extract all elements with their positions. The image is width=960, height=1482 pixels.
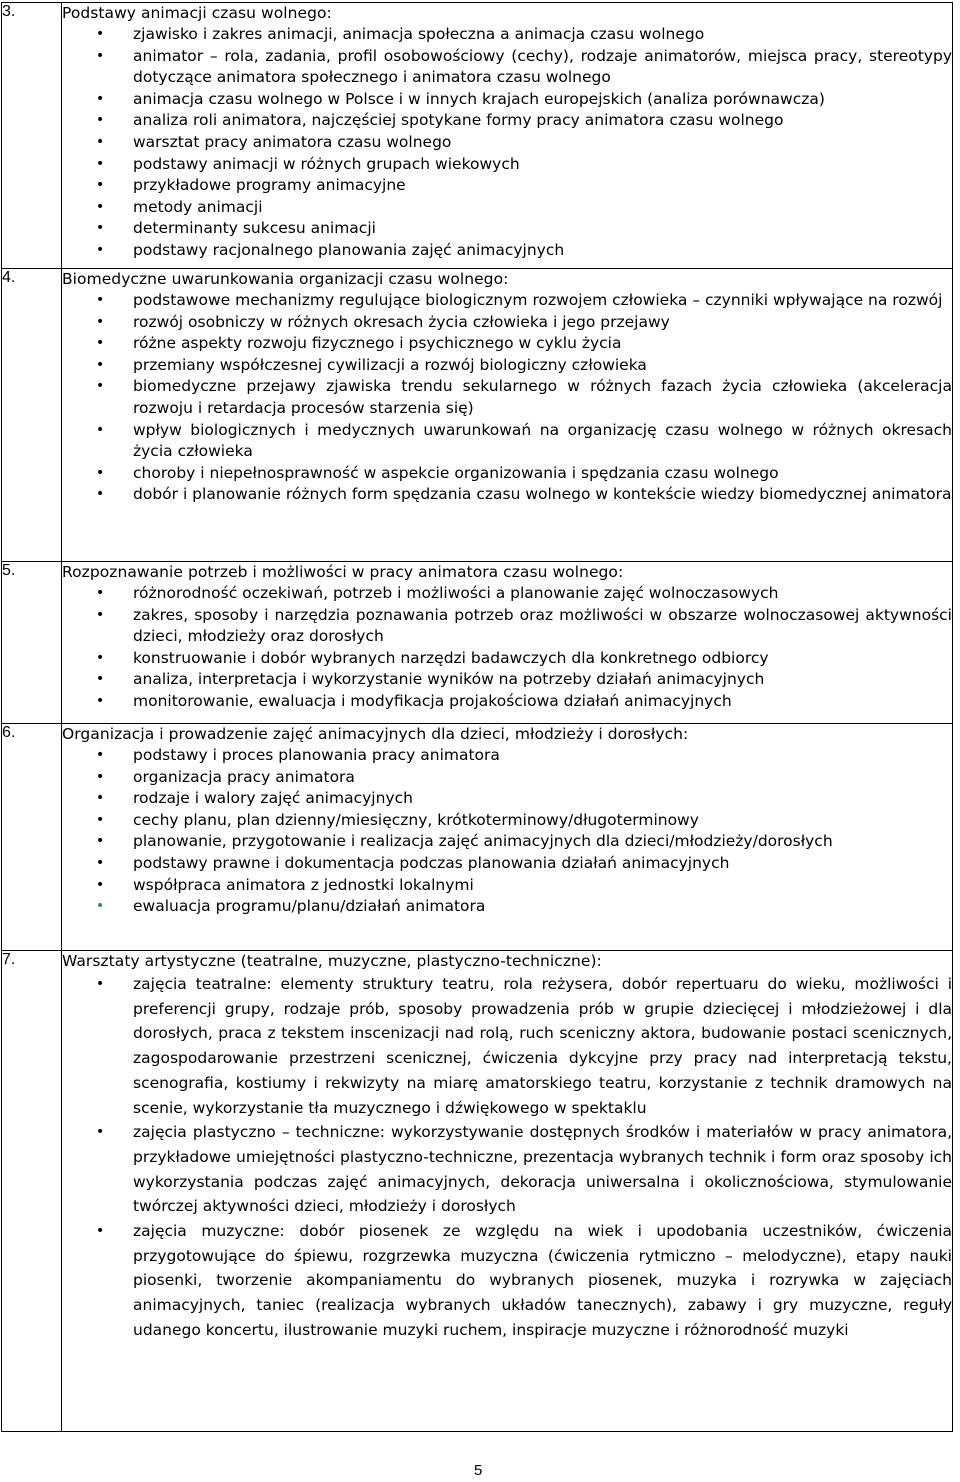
list-item: • przemiany współczesnej cywilizacji a rozwój biologiczny człowieka [62, 355, 952, 377]
section-title: Warsztaty artystyczne (teatralne, muzyczne, plastyczno-techniczne): [62, 952, 602, 970]
list-item: • zjawisko i zakres animacji, animacja społeczna a animacja czasu wolnego [62, 24, 952, 46]
section-content [62, 562, 953, 724]
list-item: • zakres, sposoby i narzędzia poznawania potrzeb oraz możliwości w obszarze wolnoczasowej aktywności dzieci, młodzieży oraz dorosłych [62, 605, 952, 648]
page-number: 5 [474, 1462, 483, 1479]
list-item: • zajęcia teatralne: elementy struktury teatru, rola reżysera, dobór repertuaru do wieku, możliwości i preferencji grupy, rodzaje prób, sposoby prowadzenia prób w grupie dziecięcej i młodzieżowej i dla dorosłych, praca z tekstem inscenizacji nad rolą, ruch sceniczny aktora, budowanie postaci scenicznych, zagospodarowanie przestrzeni scenicznej, ćwiczenia dykcyjne przy pracy nad interpretacją tekstu, scenografia, kostiumy i rekwizyty na miarę amatorskiego teatru, korzystanie z technik dramowych na scenie, wykorzystanie tła muzycznego i dźwiękowego w spektaklu [62, 972, 952, 1120]
section-row-3 [2, 3, 953, 269]
section-title: Podstawy animacji czasu wolnego: [62, 4, 332, 22]
section-title: Biomedyczne uwarunkowania organizacji czasu wolnego: [62, 270, 509, 288]
list-item: • rodzaje i walory zajęć animacyjnych [62, 788, 952, 810]
section-number: 5. [2, 562, 62, 724]
list-item: • zajęcia plastyczno – techniczne: wykorzystywanie dostępnych środków i materiałów w pracy animatora, przykładowe umiejętności plastyczno-techniczne, prezentacja wybranych technik i form oraz sposoby ich wykorzystania podczas zajęć animacyjnych, dekoracja uniwersalna i okolicznościowa, stymulowanie twórczej aktywności dzieci, młodzieży i dorosłych [62, 1120, 952, 1219]
list-item: • analiza, interpretacja i wykorzystanie wyników na potrzeby działań animacyjnych [62, 669, 952, 691]
topic-list [62, 972, 952, 1343]
list-item: • przykładowe programy animacyjne [62, 175, 952, 197]
section-number: 6. [2, 724, 62, 951]
syllabus-table [1, 2, 953, 1432]
topic-list [62, 583, 952, 713]
section-content [62, 269, 953, 562]
list-item: • zajęcia muzyczne: dobór piosenek ze względu na wiek i upodobania uczestników, ćwiczenia przygotowujące do śpiewu, rozgrzewka muzyczna (ćwiczenia rytmiczno – melodyczne), etapy nauki piosenki, tworzenie akompaniamentu do wybranych piosenek, muzyka i rozrywka w zajęciach animacyjnych, taniec (realizacja wybranych układów tanecznych), zabawy i gry muzyczne, reguły udanego koncertu, ilustrowanie muzyki ruchem, inspiracje muzyczne i różnorodność muzyki [62, 1219, 952, 1343]
list-item: • animacja czasu wolnego w Polsce i w innych krajach europejskich (analiza porównawcza) [62, 89, 952, 111]
topic-list [62, 24, 952, 262]
list-item: • podstawy animacji w różnych grupach wiekowych [62, 154, 952, 176]
section-title: Organizacja i prowadzenie zajęć animacyjnych dla dzieci, młodzieży i dorosłych: [62, 725, 689, 743]
list-item: • animator – rola, zadania, profil osobowościowy (cechy), rodzaje animatorów, miejsca pracy, stereotypy dotyczące animatora społecznego i animatora czasu wolnego [62, 46, 952, 89]
list-item: • analiza roli animatora, najczęściej spotykane formy pracy animatora czasu wolnego [62, 110, 952, 132]
list-item: • konstruowanie i dobór wybranych narzędzi badawczych dla konkretnego odbiorcy [62, 648, 952, 670]
list-item: • choroby i niepełnosprawność w aspekcie organizowania i spędzania czasu wolnego [62, 463, 952, 485]
list-item: • dobór i planowanie różnych form spędzania czasu wolnego w kontekście wiedzy biomedycznej animatora [62, 484, 952, 506]
list-item: • warsztat pracy animatora czasu wolnego [62, 132, 952, 154]
list-item: • podstawowe mechanizmy regulujące biologicznym rozwojem człowieka – czynniki wpływające na rozwój [62, 290, 952, 312]
list-item: • różne aspekty rozwoju fizycznego i psychicznego w cyklu życia [62, 333, 952, 355]
list-item: • podstawy i proces planowania pracy animatora [62, 745, 952, 767]
list-item: • rozwój osobniczy w różnych okresach życia człowieka i jego przejawy [62, 312, 952, 334]
list-item: • współpraca animatora z jednostki lokalnymi [62, 875, 952, 897]
list-item: • biomedyczne przejawy zjawiska trendu sekularnego w różnych fazach życia człowieka (akceleracja rozwoju i retardacja procesów starzenia się) [62, 376, 952, 419]
list-item: • determinanty sukcesu animacji [62, 218, 952, 240]
list-item: • ewaluacja programu/planu/działań animatora [62, 896, 952, 918]
section-row-4 [2, 269, 953, 562]
section-row-5 [2, 562, 953, 724]
list-item: • organizacja pracy animatora [62, 767, 952, 789]
section-title: Rozpoznawanie potrzeb i możliwości w pracy animatora czasu wolnego: [62, 563, 624, 581]
section-number: 3. [2, 3, 62, 269]
topic-list [62, 290, 952, 506]
section-number: 4. [2, 269, 62, 562]
section-content [62, 951, 953, 1432]
list-item: • planowanie, przygotowanie i realizacja zajęć animacyjnych dla dzieci/młodzieży/dorosłych [62, 831, 952, 853]
section-row-6 [2, 724, 953, 951]
section-content [62, 3, 953, 269]
topic-list [62, 745, 952, 918]
list-item: • metody animacji [62, 197, 952, 219]
section-content [62, 724, 953, 951]
list-item: • różnorodność oczekiwań, potrzeb i możliwości a planowanie zajęć wolnoczasowych [62, 583, 952, 605]
list-item: • cechy planu, plan dzienny/miesięczny, krótkoterminowy/długoterminowy [62, 810, 952, 832]
list-item: • podstawy prawne i dokumentacja podczas planowania działań animacyjnych [62, 853, 952, 875]
list-item: • monitorowanie, ewaluacja i modyfikacja projakościowa działań animacyjnych [62, 691, 952, 713]
section-number: 7. [2, 951, 62, 1432]
list-item: • podstawy racjonalnego planowania zajęć animacyjnych [62, 240, 952, 262]
section-row-7 [2, 951, 953, 1432]
list-item: • wpływ biologicznych i medycznych uwarunkowań na organizację czasu wolnego w różnych okresach życia człowieka [62, 420, 952, 463]
